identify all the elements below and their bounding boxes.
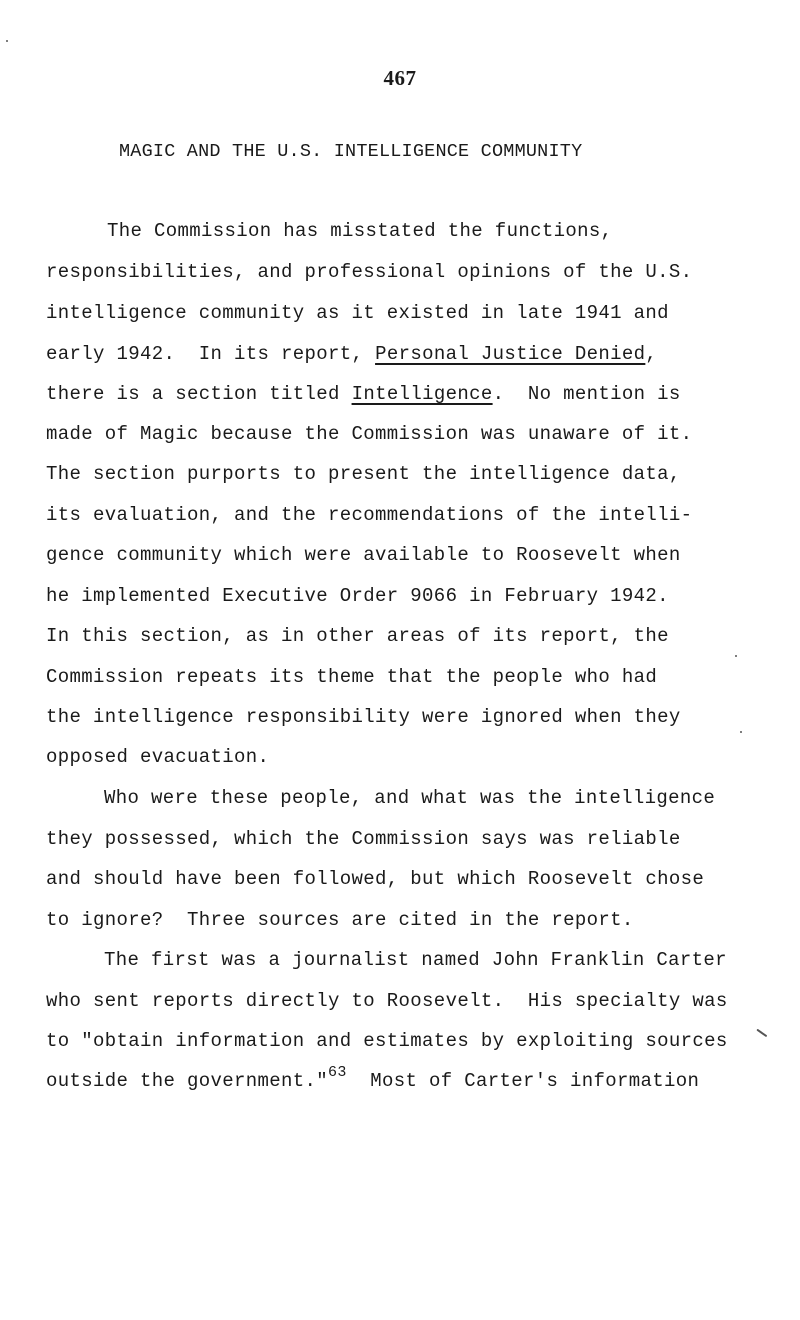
report-title: Personal Justice Denied <box>375 343 646 365</box>
scan-speck <box>6 40 8 42</box>
text-line: the intelligence responsibility were ignored when they <box>46 706 681 728</box>
scan-mark <box>757 1029 768 1037</box>
text-line: In this section, as in other areas of its report, the <box>46 625 669 647</box>
text-line: opposed evacuation. <box>46 746 270 768</box>
page-number: 467 <box>383 66 417 90</box>
text-line: who sent reports directly to Roosevelt. His specialty was <box>46 990 728 1012</box>
text-segment: outside the government." <box>46 1070 329 1092</box>
text-line: Who were these people, and what was the intelligence <box>104 787 716 809</box>
text-line <box>46 382 681 406</box>
scan-speck <box>735 655 737 657</box>
text-line: Commission repeats its theme that the people who had <box>46 666 658 688</box>
text-segment: . No mention is <box>492 383 681 405</box>
scan-speck <box>740 731 742 733</box>
text-line: and should have been followed, but which Roosevelt chose <box>46 868 705 890</box>
text-segment: Most of Carter's information <box>346 1070 700 1092</box>
text-line: its evaluation, and the recommendations of the intelli- <box>46 504 693 526</box>
text-line <box>46 1064 700 1095</box>
text-segment: there is a section titled <box>46 383 352 405</box>
text-line: responsibilities, and professional opinions of the U.S. <box>46 261 693 283</box>
text-line: to "obtain information and estimates by exploiting sources <box>46 1030 728 1052</box>
footnote-marker: 63 <box>328 1064 347 1081</box>
text-line: they possessed, which the Commission says was reliable <box>46 828 681 850</box>
section-heading: MAGIC AND THE U.S. INTELLIGENCE COMMUNITY <box>119 141 583 162</box>
text-line: made of Magic because the Commission was unaware of it. <box>46 423 693 445</box>
text-line: The section purports to present the intelligence data, <box>46 463 681 485</box>
text-line: he implemented Executive Order 9066 in February 1942. <box>46 585 669 607</box>
text-line: The first was a journalist named John Franklin Carter <box>104 949 727 971</box>
text-line: intelligence community as it existed in late 1941 and <box>46 302 669 324</box>
text-line: The Commission has misstated the functions, <box>107 220 613 242</box>
text-line: gence community which were available to Roosevelt when <box>46 544 681 566</box>
text-line <box>46 342 657 366</box>
section-title: Intelligence <box>351 383 493 405</box>
text-segment: early 1942. In its report, <box>46 343 376 365</box>
text-line: to ignore? Three sources are cited in the report. <box>46 909 634 931</box>
text-segment: , <box>645 343 658 365</box>
